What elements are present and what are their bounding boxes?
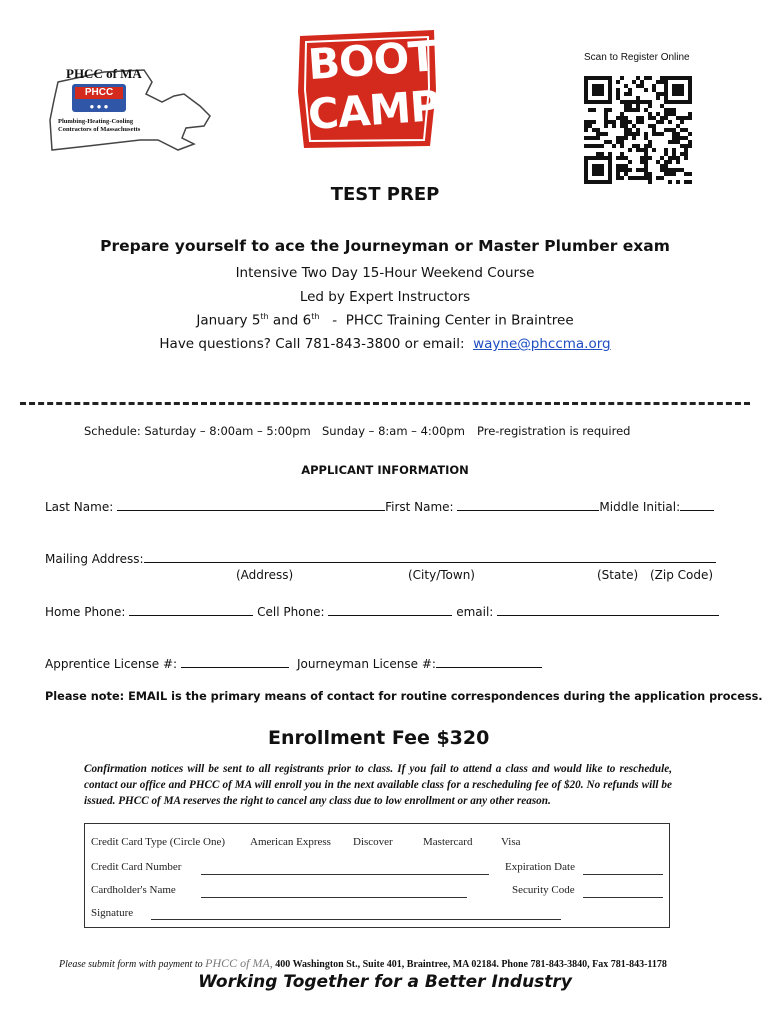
- submit-org: PHCC of MA,: [205, 956, 273, 970]
- preregistration-note: Pre-registration is required: [477, 424, 631, 438]
- qr-caption: Scan to Register Online: [584, 52, 690, 63]
- schedule-saturday: Schedule: Saturday – 8:00am – 5:00pm: [84, 424, 311, 438]
- mailing-address-field[interactable]: [144, 550, 716, 563]
- journeyman-row: [297, 655, 542, 671]
- date-b-suffix: th: [311, 312, 320, 321]
- location: - PHCC Training Center in Braintree: [319, 312, 574, 329]
- expiration-label: Expiration Date: [505, 861, 575, 873]
- license-row: [45, 655, 289, 671]
- logo-tagline-1: Plumbing-Heating-Cooling: [58, 118, 134, 125]
- applicant-section-title: APPLICANT INFORMATION: [301, 463, 469, 477]
- journeyman-license-field[interactable]: [436, 655, 542, 668]
- instructors-line: Led by Expert Instructors: [299, 289, 471, 305]
- last-name-label: Last Name:: [45, 500, 118, 514]
- name-row: [45, 498, 714, 514]
- middle-initial-field[interactable]: [680, 498, 714, 511]
- cardholder-label: Cardholder's Name: [91, 884, 176, 896]
- apprentice-license-field[interactable]: [181, 655, 289, 668]
- middle-initial-label: Middle Initial:: [599, 500, 681, 514]
- submit-line: [59, 956, 667, 971]
- security-code-label: Security Code: [512, 884, 575, 896]
- qr-code[interactable]: [582, 74, 694, 186]
- first-name-field[interactable]: [457, 498, 599, 511]
- card-option-mastercard[interactable]: Mastercard: [423, 836, 473, 848]
- sub-city: (City/Town): [408, 568, 475, 582]
- questions-text: Have questions? Call 781-843-3800 or email:: [159, 336, 474, 352]
- card-option-visa[interactable]: Visa: [501, 836, 521, 848]
- badge-line-2: CAMP: [306, 81, 442, 140]
- logo-badge: [72, 84, 126, 112]
- logo-org-text: PHCC of MA: [66, 66, 142, 81]
- phone-row: [45, 603, 719, 619]
- logo-badge-text: PHCC: [75, 87, 123, 99]
- logo-droplet-icon: ● ● ●: [89, 102, 109, 111]
- mailing-address-label: Mailing Address:: [45, 552, 144, 566]
- email-field[interactable]: [497, 603, 719, 616]
- apprentice-license-label: Apprentice License #:: [45, 657, 181, 671]
- submit-prefix: Please submit form with payment to: [59, 959, 206, 970]
- cell-phone-label: Cell Phone:: [253, 605, 329, 619]
- card-number-label: Credit Card Number: [91, 861, 182, 873]
- cut-line-divider: [20, 402, 750, 405]
- date-mid: and 6: [268, 312, 312, 329]
- last-name-field[interactable]: [117, 498, 385, 511]
- email-label: email:: [452, 605, 498, 619]
- dates-line: [0, 312, 770, 329]
- credit-card-box: [84, 823, 670, 928]
- first-name-label: First Name:: [385, 500, 458, 514]
- submit-address: 400 Washington St., Suite 401, Braintree, MA 02184. Phone 781-843-3840, Fax 781-843-1178: [272, 959, 667, 970]
- card-number-field[interactable]: [201, 874, 489, 875]
- email-link[interactable]: wayne@phccma.org: [473, 336, 611, 352]
- cardholder-field[interactable]: [201, 897, 467, 898]
- date-a-suffix: th: [260, 312, 269, 321]
- enrollment-fee-title: Enrollment Fee $320: [268, 727, 490, 749]
- card-option-amex[interactable]: American Express: [250, 836, 331, 848]
- phcc-logo: [44, 60, 214, 155]
- mailing-row: [45, 550, 716, 566]
- journeyman-license-label: Journeyman License #:: [297, 657, 436, 671]
- logo-tagline-2: Contractors of Massachusetts: [58, 126, 141, 133]
- signature-label: Signature: [91, 907, 134, 919]
- boot-camp-badge: [298, 28, 442, 150]
- contact-line: [0, 336, 770, 352]
- policy-text: Confirmation notices will be sent to all registrants prior to class. If you fail to attend a class and would like to reschedule, contact our office and PHCC of MA will enroll you in the next available class for a rescheduling fee of $20. No refunds will be issued. PHCC of MA reserves the right to cancel any class due to low enrollment or any other reason.: [84, 763, 672, 807]
- expiration-field[interactable]: [583, 874, 663, 875]
- email-note: Please note: EMAIL is the primary means of contact for routine correspondences during the application process.: [45, 690, 763, 703]
- course-length: Intensive Two Day 15-Hour Weekend Course: [235, 265, 535, 281]
- signature-field[interactable]: [151, 919, 561, 920]
- sub-state: (State): [597, 568, 639, 582]
- security-code-field[interactable]: [583, 897, 663, 898]
- badge-line-1: BOOT: [306, 31, 438, 90]
- home-phone-label: Home Phone:: [45, 605, 130, 619]
- card-type-label: Credit Card Type (Circle One): [91, 836, 226, 848]
- home-phone-field[interactable]: [129, 603, 253, 616]
- cell-phone-field[interactable]: [328, 603, 452, 616]
- page-title: TEST PREP: [330, 184, 440, 205]
- date-a: January 5: [196, 312, 261, 329]
- card-option-discover[interactable]: Discover: [353, 836, 393, 848]
- sub-zip: (Zip Code): [650, 568, 714, 582]
- page-subtitle: Prepare yourself to ace the Journeyman or Master Plumber exam: [100, 237, 670, 255]
- footer-slogan: Working Together for a Better Industry: [198, 972, 572, 992]
- schedule-sunday: Sunday – 8:am – 4:00pm: [322, 424, 465, 438]
- sub-address: (Address): [236, 568, 294, 582]
